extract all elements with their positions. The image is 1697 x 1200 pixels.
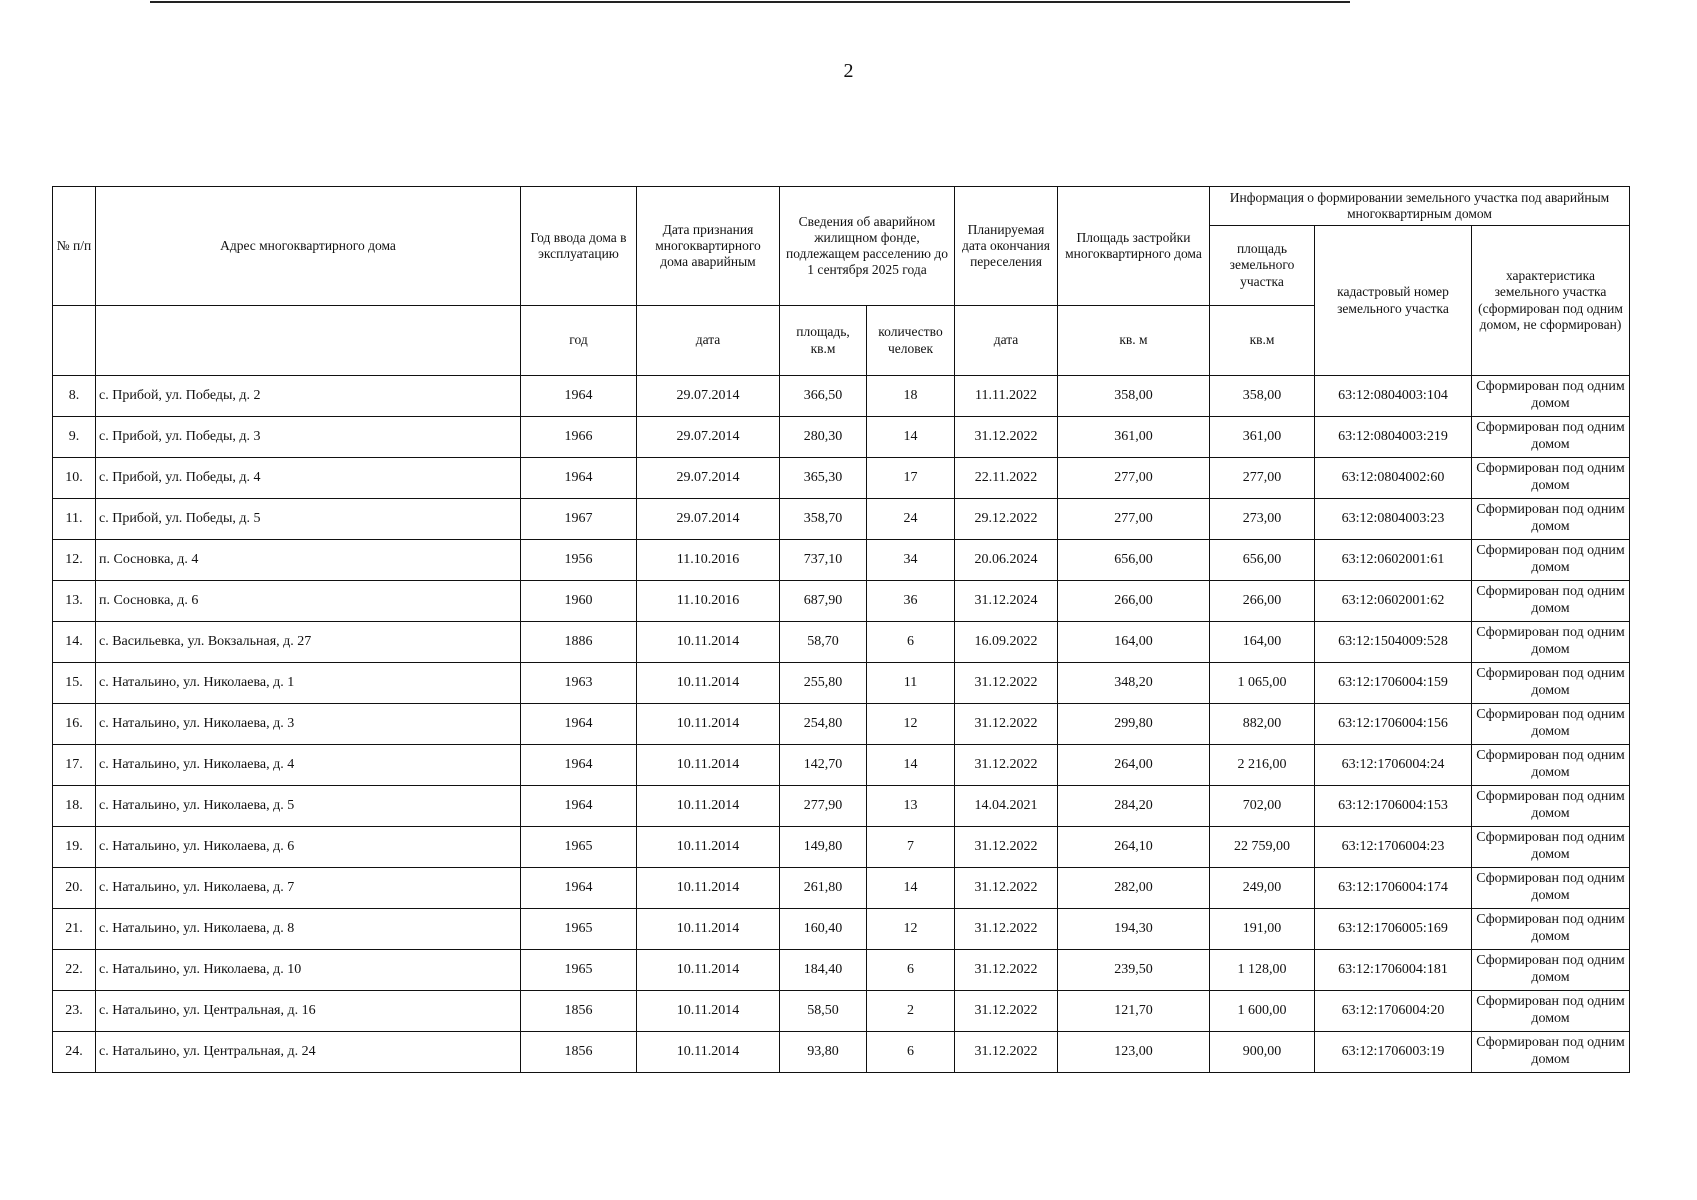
cell-land-area: 1 065,00 xyxy=(1210,663,1315,704)
cell-year: 1964 xyxy=(521,376,637,417)
cell-people: 12 xyxy=(867,909,955,950)
cell-year: 1965 xyxy=(521,950,637,991)
cell-people: 12 xyxy=(867,704,955,745)
header-planned-date: Планируемая дата окончания переселения xyxy=(955,187,1058,306)
cell-area: 261,80 xyxy=(780,868,867,909)
cell-land-status: Сформирован под одним домом xyxy=(1472,909,1630,950)
cell-building-area: 361,00 xyxy=(1058,417,1210,458)
cell-planned-date: 14.04.2021 xyxy=(955,786,1058,827)
table-row xyxy=(53,499,1630,540)
cell-building-area: 239,50 xyxy=(1058,950,1210,991)
cell-address: с. Натальино, ул. Николаева, д. 7 xyxy=(96,868,521,909)
cell-address: с. Васильевка, ул. Вокзальная, д. 27 xyxy=(96,622,521,663)
cell-land-area: 191,00 xyxy=(1210,909,1315,950)
header-emergency-date: Дата признания многоквартирного дома аварийным xyxy=(637,187,780,306)
cell-year: 1965 xyxy=(521,909,637,950)
cell-land-area: 1 600,00 xyxy=(1210,991,1315,1032)
cell-planned-date: 29.12.2022 xyxy=(955,499,1058,540)
cell-cadastral: 63:12:0804003:104 xyxy=(1315,376,1472,417)
cell-people: 13 xyxy=(867,786,955,827)
cell-people: 14 xyxy=(867,417,955,458)
cell-planned-date: 31.12.2022 xyxy=(955,1032,1058,1073)
table-row xyxy=(53,745,1630,786)
cell-year: 1856 xyxy=(521,991,637,1032)
cell-land-area: 22 759,00 xyxy=(1210,827,1315,868)
cell-emergency-date: 10.11.2014 xyxy=(637,950,780,991)
cell-land-status: Сформирован под одним домом xyxy=(1472,622,1630,663)
cell-area: 58,70 xyxy=(780,622,867,663)
cell-address: с. Натальино, ул. Николаева, д. 8 xyxy=(96,909,521,950)
cell-planned-date: 20.06.2024 xyxy=(955,540,1058,581)
cell-area: 93,80 xyxy=(780,1032,867,1073)
cell-building-area: 266,00 xyxy=(1058,581,1210,622)
cell-num: 22. xyxy=(53,950,96,991)
scan-edge-line xyxy=(150,1,1350,3)
header-building-area: Площадь застройки многоквартирного дома xyxy=(1058,187,1210,306)
cell-emergency-date: 29.07.2014 xyxy=(637,458,780,499)
unit-year: год xyxy=(521,306,637,376)
cell-land-status: Сформирован под одним домом xyxy=(1472,540,1630,581)
header-address: Адрес многоквартирного дома xyxy=(96,187,521,306)
cell-land-area: 358,00 xyxy=(1210,376,1315,417)
cell-building-area: 277,00 xyxy=(1058,499,1210,540)
cell-planned-date: 31.12.2022 xyxy=(955,704,1058,745)
cell-cadastral: 63:12:1706005:169 xyxy=(1315,909,1472,950)
cell-year: 1960 xyxy=(521,581,637,622)
cell-building-area: 656,00 xyxy=(1058,540,1210,581)
cell-address: п. Сосновка, д. 6 xyxy=(96,581,521,622)
cell-land-status: Сформирован под одним домом xyxy=(1472,417,1630,458)
cell-address: с. Натальино, ул. Центральная, д. 24 xyxy=(96,1032,521,1073)
cell-land-area: 266,00 xyxy=(1210,581,1315,622)
unit-planned-date: дата xyxy=(955,306,1058,376)
cell-area: 280,30 xyxy=(780,417,867,458)
cell-address: с. Прибой, ул. Победы, д. 2 xyxy=(96,376,521,417)
table-row xyxy=(53,704,1630,745)
cell-area: 184,40 xyxy=(780,950,867,991)
cell-land-area: 900,00 xyxy=(1210,1032,1315,1073)
cell-people: 11 xyxy=(867,663,955,704)
cell-land-area: 273,00 xyxy=(1210,499,1315,540)
cell-land-status: Сформирован под одним домом xyxy=(1472,376,1630,417)
cell-area: 255,80 xyxy=(780,663,867,704)
cell-building-area: 121,70 xyxy=(1058,991,1210,1032)
cell-land-status: Сформирован под одним домом xyxy=(1472,1032,1630,1073)
cell-planned-date: 31.12.2022 xyxy=(955,991,1058,1032)
cell-land-status: Сформирован под одним домом xyxy=(1472,827,1630,868)
cell-planned-date: 31.12.2022 xyxy=(955,950,1058,991)
cell-emergency-date: 29.07.2014 xyxy=(637,417,780,458)
cell-emergency-date: 10.11.2014 xyxy=(637,786,780,827)
cell-land-status: Сформирован под одним домом xyxy=(1472,745,1630,786)
cell-area: 358,70 xyxy=(780,499,867,540)
cell-land-area: 277,00 xyxy=(1210,458,1315,499)
table-row xyxy=(53,581,1630,622)
cell-building-area: 194,30 xyxy=(1058,909,1210,950)
cell-land-area: 656,00 xyxy=(1210,540,1315,581)
cell-cadastral: 63:12:1504009:528 xyxy=(1315,622,1472,663)
unit-date: дата xyxy=(637,306,780,376)
cell-building-area: 282,00 xyxy=(1058,868,1210,909)
page-number: 2 xyxy=(843,60,854,82)
cell-planned-date: 31.12.2022 xyxy=(955,663,1058,704)
cell-num: 10. xyxy=(53,458,96,499)
cell-land-status: Сформирован под одним домом xyxy=(1472,991,1630,1032)
cell-area: 277,90 xyxy=(780,786,867,827)
cell-building-area: 299,80 xyxy=(1058,704,1210,745)
cell-land-status: Сформирован под одним домом xyxy=(1472,663,1630,704)
cell-num: 8. xyxy=(53,376,96,417)
cell-building-area: 264,10 xyxy=(1058,827,1210,868)
cell-address: с. Натальино, ул. Николаева, д. 5 xyxy=(96,786,521,827)
cell-cadastral: 63:12:1706003:19 xyxy=(1315,1032,1472,1073)
cell-num: 14. xyxy=(53,622,96,663)
cell-year: 1964 xyxy=(521,704,637,745)
cell-area: 254,80 xyxy=(780,704,867,745)
table-body xyxy=(53,376,1630,1073)
cell-land-area: 249,00 xyxy=(1210,868,1315,909)
cell-building-area: 277,00 xyxy=(1058,458,1210,499)
cell-building-area: 284,20 xyxy=(1058,786,1210,827)
cell-land-status: Сформирован под одним домом xyxy=(1472,458,1630,499)
unit-land-area: кв.м xyxy=(1210,306,1315,376)
cell-num: 24. xyxy=(53,1032,96,1073)
cell-building-area: 264,00 xyxy=(1058,745,1210,786)
cell-land-status: Сформирован под одним домом xyxy=(1472,581,1630,622)
cell-land-area: 882,00 xyxy=(1210,704,1315,745)
cell-planned-date: 16.09.2022 xyxy=(955,622,1058,663)
cell-address: с. Натальино, ул. Николаева, д. 4 xyxy=(96,745,521,786)
cell-land-status: Сформирован под одним домом xyxy=(1472,950,1630,991)
cell-year: 1964 xyxy=(521,786,637,827)
cell-area: 366,50 xyxy=(780,376,867,417)
cell-num: 18. xyxy=(53,786,96,827)
header-land-info: Информация о формировании земельного участка под аварийным многоквартирным домом xyxy=(1210,187,1630,226)
cell-num: 13. xyxy=(53,581,96,622)
cell-cadastral: 63:12:1706004:20 xyxy=(1315,991,1472,1032)
emergency-housing-table xyxy=(52,186,1630,1073)
cell-area: 365,30 xyxy=(780,458,867,499)
cell-people: 6 xyxy=(867,622,955,663)
cell-planned-date: 31.12.2022 xyxy=(955,868,1058,909)
cell-year: 1966 xyxy=(521,417,637,458)
cell-emergency-date: 29.07.2014 xyxy=(637,499,780,540)
cell-land-status: Сформирован под одним домом xyxy=(1472,704,1630,745)
cell-people: 14 xyxy=(867,868,955,909)
cell-people: 18 xyxy=(867,376,955,417)
cell-num: 9. xyxy=(53,417,96,458)
cell-people: 6 xyxy=(867,950,955,991)
table-row xyxy=(53,376,1630,417)
cell-address: с. Прибой, ул. Победы, д. 5 xyxy=(96,499,521,540)
cell-cadastral: 63:12:1706004:156 xyxy=(1315,704,1472,745)
cell-people: 14 xyxy=(867,745,955,786)
cell-year: 1856 xyxy=(521,1032,637,1073)
cell-num: 11. xyxy=(53,499,96,540)
unit-building-area: кв. м xyxy=(1058,306,1210,376)
cell-num: 21. xyxy=(53,909,96,950)
cell-year: 1964 xyxy=(521,745,637,786)
cell-year: 1956 xyxy=(521,540,637,581)
table-row xyxy=(53,950,1630,991)
cell-planned-date: 31.12.2022 xyxy=(955,417,1058,458)
cell-address: с. Натальино, ул. Центральная, д. 16 xyxy=(96,991,521,1032)
cell-num: 16. xyxy=(53,704,96,745)
cell-num: 20. xyxy=(53,868,96,909)
cell-people: 7 xyxy=(867,827,955,868)
cell-planned-date: 31.12.2022 xyxy=(955,745,1058,786)
header-land-area: площадь земельного участка xyxy=(1210,226,1315,306)
cell-building-area: 164,00 xyxy=(1058,622,1210,663)
cell-cadastral: 63:12:1706004:23 xyxy=(1315,827,1472,868)
header-year: Год ввода дома в эксплуатацию xyxy=(521,187,637,306)
table-row xyxy=(53,663,1630,704)
cell-num: 17. xyxy=(53,745,96,786)
table-row xyxy=(53,622,1630,663)
cell-year: 1886 xyxy=(521,622,637,663)
cell-emergency-date: 11.10.2016 xyxy=(637,581,780,622)
cell-planned-date: 11.11.2022 xyxy=(955,376,1058,417)
cell-num: 19. xyxy=(53,827,96,868)
cell-land-area: 702,00 xyxy=(1210,786,1315,827)
cell-num: 23. xyxy=(53,991,96,1032)
cell-land-area: 2 216,00 xyxy=(1210,745,1315,786)
cell-people: 34 xyxy=(867,540,955,581)
cell-planned-date: 22.11.2022 xyxy=(955,458,1058,499)
cell-emergency-date: 10.11.2014 xyxy=(637,622,780,663)
cell-num: 12. xyxy=(53,540,96,581)
cell-area: 149,80 xyxy=(780,827,867,868)
unit-people: количество человек xyxy=(867,306,955,376)
cell-planned-date: 31.12.2024 xyxy=(955,581,1058,622)
table-row xyxy=(53,458,1630,499)
cell-planned-date: 31.12.2022 xyxy=(955,827,1058,868)
cell-people: 6 xyxy=(867,1032,955,1073)
table-row xyxy=(53,868,1630,909)
table-row xyxy=(53,417,1630,458)
header-land-characteristic: характеристика земельного участка (сформирован под одним домом, не сформирован) xyxy=(1472,226,1630,376)
cell-year: 1964 xyxy=(521,458,637,499)
cell-emergency-date: 10.11.2014 xyxy=(637,704,780,745)
cell-people: 17 xyxy=(867,458,955,499)
cell-planned-date: 31.12.2022 xyxy=(955,909,1058,950)
cell-cadastral: 63:12:0804002:60 xyxy=(1315,458,1472,499)
cell-emergency-date: 10.11.2014 xyxy=(637,909,780,950)
table-row xyxy=(53,991,1630,1032)
cell-area: 160,40 xyxy=(780,909,867,950)
table-row xyxy=(53,909,1630,950)
cell-people: 24 xyxy=(867,499,955,540)
cell-area: 737,10 xyxy=(780,540,867,581)
cell-cadastral: 63:12:1706004:174 xyxy=(1315,868,1472,909)
cell-address: п. Сосновка, д. 4 xyxy=(96,540,521,581)
cell-building-area: 348,20 xyxy=(1058,663,1210,704)
cell-area: 687,90 xyxy=(780,581,867,622)
cell-building-area: 123,00 xyxy=(1058,1032,1210,1073)
cell-year: 1965 xyxy=(521,827,637,868)
cell-emergency-date: 10.11.2014 xyxy=(637,745,780,786)
header-resettlement: Сведения об аварийном жилищном фонде, подлежащем расселению до 1 сентября 2025 года xyxy=(780,187,955,306)
header-cadastral: кадастровый номер земельного участка xyxy=(1315,226,1472,376)
cell-address: с. Натальино, ул. Николаева, д. 1 xyxy=(96,663,521,704)
cell-land-status: Сформирован под одним домом xyxy=(1472,499,1630,540)
cell-emergency-date: 29.07.2014 xyxy=(637,376,780,417)
cell-emergency-date: 10.11.2014 xyxy=(637,868,780,909)
cell-address: с. Прибой, ул. Победы, д. 3 xyxy=(96,417,521,458)
cell-address: с. Натальино, ул. Николаева, д. 6 xyxy=(96,827,521,868)
cell-land-status: Сформирован под одним домом xyxy=(1472,868,1630,909)
cell-land-area: 164,00 xyxy=(1210,622,1315,663)
cell-emergency-date: 10.11.2014 xyxy=(637,991,780,1032)
cell-land-area: 1 128,00 xyxy=(1210,950,1315,991)
cell-year: 1964 xyxy=(521,868,637,909)
cell-land-area: 361,00 xyxy=(1210,417,1315,458)
header-address-continued xyxy=(96,306,521,376)
cell-cadastral: 63:12:1706004:24 xyxy=(1315,745,1472,786)
header-num: № п/п xyxy=(53,187,96,306)
cell-building-area: 358,00 xyxy=(1058,376,1210,417)
cell-emergency-date: 10.11.2014 xyxy=(637,663,780,704)
cell-year: 1967 xyxy=(521,499,637,540)
cell-emergency-date: 11.10.2016 xyxy=(637,540,780,581)
table-row xyxy=(53,786,1630,827)
cell-cadastral: 63:12:0602001:62 xyxy=(1315,581,1472,622)
cell-cadastral: 63:12:1706004:159 xyxy=(1315,663,1472,704)
cell-area: 142,70 xyxy=(780,745,867,786)
cell-cadastral: 63:12:1706004:153 xyxy=(1315,786,1472,827)
cell-people: 36 xyxy=(867,581,955,622)
cell-land-status: Сформирован под одним домом xyxy=(1472,786,1630,827)
cell-area: 58,50 xyxy=(780,991,867,1032)
cell-address: с. Натальино, ул. Николаева, д. 10 xyxy=(96,950,521,991)
header-num-continued xyxy=(53,306,96,376)
cell-address: с. Прибой, ул. Победы, д. 4 xyxy=(96,458,521,499)
cell-address: с. Натальино, ул. Николаева, д. 3 xyxy=(96,704,521,745)
cell-people: 2 xyxy=(867,991,955,1032)
cell-cadastral: 63:12:1706004:181 xyxy=(1315,950,1472,991)
table-row xyxy=(53,1032,1630,1073)
cell-num: 15. xyxy=(53,663,96,704)
cell-emergency-date: 10.11.2014 xyxy=(637,827,780,868)
table-row xyxy=(53,540,1630,581)
table-row xyxy=(53,827,1630,868)
unit-area: площадь, кв.м xyxy=(780,306,867,376)
cell-emergency-date: 10.11.2014 xyxy=(637,1032,780,1073)
cell-year: 1963 xyxy=(521,663,637,704)
cell-cadastral: 63:12:0602001:61 xyxy=(1315,540,1472,581)
cell-cadastral: 63:12:0804003:219 xyxy=(1315,417,1472,458)
cell-cadastral: 63:12:0804003:23 xyxy=(1315,499,1472,540)
